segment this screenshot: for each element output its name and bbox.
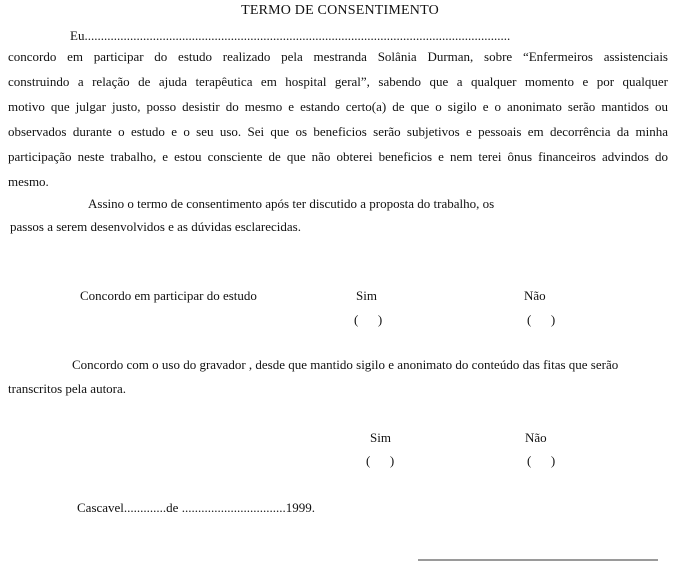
recorder-paragraph-line: Concordo com o uso do gravador , desde que mantido sigilo e anonimato do conteúdo das fitas que serão [72, 357, 619, 372]
participate-no-checkbox[interactable]: ( ) [527, 312, 556, 327]
date-fill-line[interactable]: Cascavel.............de ................................1999. [77, 500, 315, 515]
recorder-paragraph-line: transcritos pela autora. [8, 381, 127, 396]
consent-paragraph-line: motivo que julgar justo, posso desistir do mesmo e estando certo(a) de que o sigilo e o anonimato serão mantidos ou [8, 99, 668, 114]
recorder-no-checkbox[interactable]: ( ) [527, 453, 556, 468]
consent-paragraph-line: concordo em participar do estudo realizado pela mestranda Solânia Durman, sobre “Enfermeiros assistenciais [8, 49, 668, 64]
participate-yes-checkbox[interactable]: ( ) [354, 312, 383, 327]
signature-line [418, 559, 658, 561]
participate-no-label: Não [524, 288, 546, 303]
name-fill-line[interactable]: Eu................................................................................................................................... [70, 28, 511, 43]
signing-paragraph-line: passos a serem desenvolvidos e as dúvidas esclarecidas. [10, 219, 301, 234]
recorder-yes-label: Sim [370, 430, 391, 445]
consent-paragraph-line: observados durante o estudo e o seu uso. Sei que os beneficios serão subjetivos e pessoais em decorrência da minha [8, 124, 668, 139]
participate-question-label: Concordo em participar do estudo [80, 288, 257, 303]
recorder-yes-checkbox[interactable]: ( ) [366, 453, 395, 468]
document-title: TERMO DE CONSENTIMENTO [241, 3, 439, 18]
participate-yes-label: Sim [356, 288, 377, 303]
signing-paragraph-line: Assino o termo de consentimento após ter discutido a proposta do trabalho, os [88, 196, 495, 211]
consent-paragraph-line: construindo a relação de ajuda terapêutica em hospital geral”, sabendo que a qualquer momento e por qualquer [8, 74, 668, 89]
consent-paragraph-line: mesmo. [8, 174, 49, 189]
consent-paragraph-line: participação neste trabalho, e estou consciente de que não obterei beneficios e nem terei ônus financeiros advindos do [8, 149, 668, 164]
recorder-no-label: Não [525, 430, 547, 445]
